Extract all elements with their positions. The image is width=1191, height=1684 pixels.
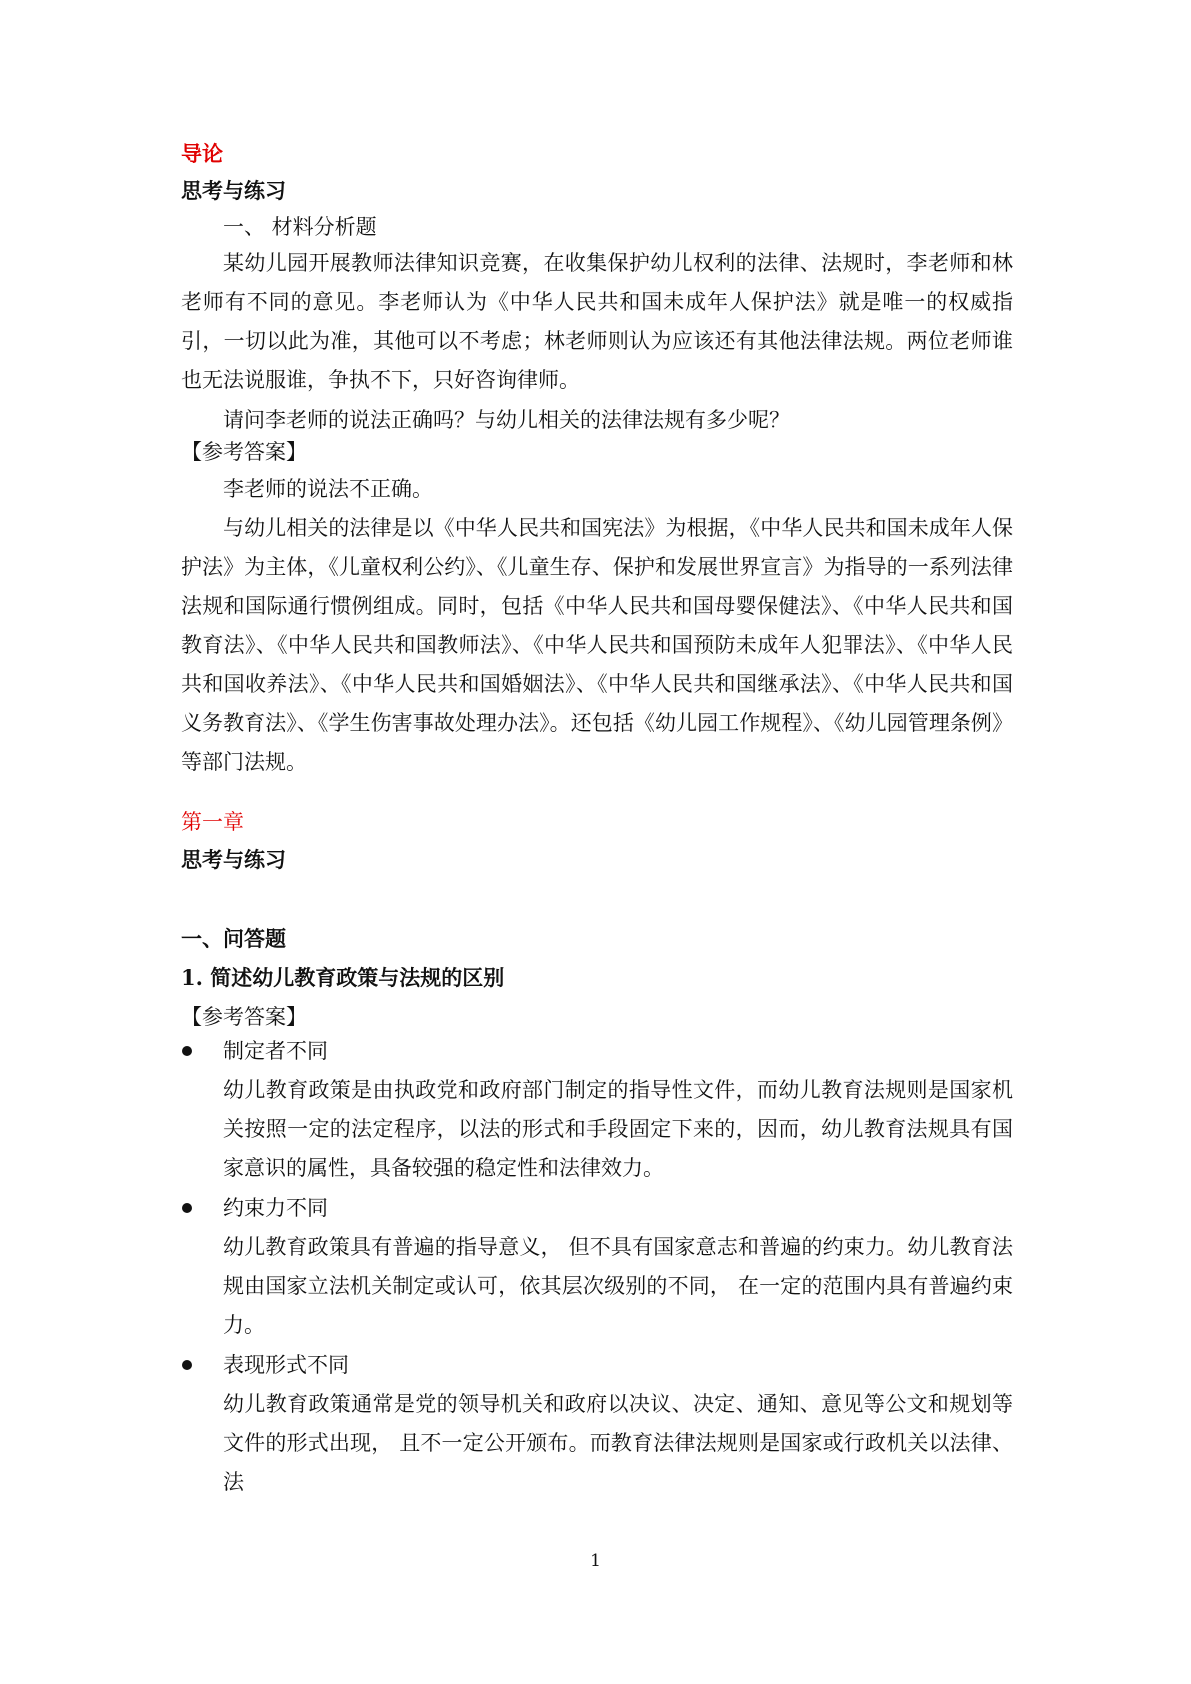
chapter-heading: 思考与练习 <box>181 847 286 872</box>
intro-answer-paragraph: 与幼儿相关的法律是以《中华人民共和国宪法》为根据，《中华人民共和国未成年人保护法》为主体，《儿童权利公约》、《儿童生存、保护和发展世界宣言》为指导的一系列法律法规和国际通行惯例组成。同时，包括《中华人民共和国母婴保健法》、《中华人民共和国教育法》、《中华人民共和国教师法》、《中华人民共和国预防未成年人犯罪法》、《中华人民共和国收养法》、《中华人民共和国婚姻法》、《中华人民共和国继承法》、《中华人民共和国义务教育法》、《学生伤害事故处理办法》。还包括《幼儿园工作规程》、《幼儿园管理条例》等部门法规。 <box>181 516 1013 774</box>
chapter-section-title: 一、问答题 <box>181 926 286 951</box>
bullet-text: 幼儿教育政策是由执政党和政府部门制定的指导性文件，而幼儿教育法规则是国家机关按照一定的法定程序，以法的形式和手段固定下来的，因而，幼儿教育法规具有国家意识的属性，具备较强的稳定性和法律效力。 <box>223 1078 1013 1180</box>
intro-section-title: 一、 材料分析题 <box>223 215 377 239</box>
intro-answer-conclusion: 李老师的说法不正确。 <box>223 477 433 501</box>
bullet-point-icon <box>182 1046 192 1056</box>
intro-material-paragraph: 某幼儿园开展教师法律知识竞赛，在收集保护幼儿权利的法律、法规时，李老师和林老师有不同的意见。李老师认为《中华人民共和国未成年人保护法》就是唯一的权威指引，一切以此为准，其他可以不考虑；林老师则认为应该还有其他法律法规。两位老师谁也无法说服谁，争执不下，只好咨询律师。 <box>181 251 1013 392</box>
chapter-answer-label: 【参考答案】 <box>181 1005 307 1029</box>
intro-title: 导论 <box>181 141 223 166</box>
intro-question: 请问李老师的说法正确吗？与幼儿相关的法律法规有多少呢？ <box>223 408 790 432</box>
chapter-question: 1. 简述幼儿教育政策与法规的区别 <box>181 965 505 990</box>
bullet-title: 表现形式不同 <box>223 1353 349 1377</box>
bullet-point-icon <box>182 1203 192 1213</box>
bullet-title: 制定者不同 <box>223 1039 328 1063</box>
chapter-title: 第一章 <box>181 810 244 834</box>
bullet-text: 幼儿教育政策具有普遍的指导意义， 但不具有国家意志和普遍的约束力。幼儿教育法规由国家立法机关制定或认可，依其层次级别的不同， 在一定的范围内具有普遍约束力。 <box>223 1235 1013 1337</box>
page-number: 1 <box>590 1551 601 1571</box>
bullet-text: 幼儿教育政策通常是党的领导机关和政府以决议、决定、通知、意见等公文和规划等文件的形式出现， 且不一定公开颁布。而教育法律法规则是国家或行政机关以法律、法 <box>223 1392 1013 1494</box>
bullet-title: 约束力不同 <box>223 1196 328 1220</box>
bullet-point-icon <box>182 1360 192 1370</box>
intro-heading: 思考与练习 <box>181 178 286 203</box>
intro-answer-label: 【参考答案】 <box>181 440 307 464</box>
